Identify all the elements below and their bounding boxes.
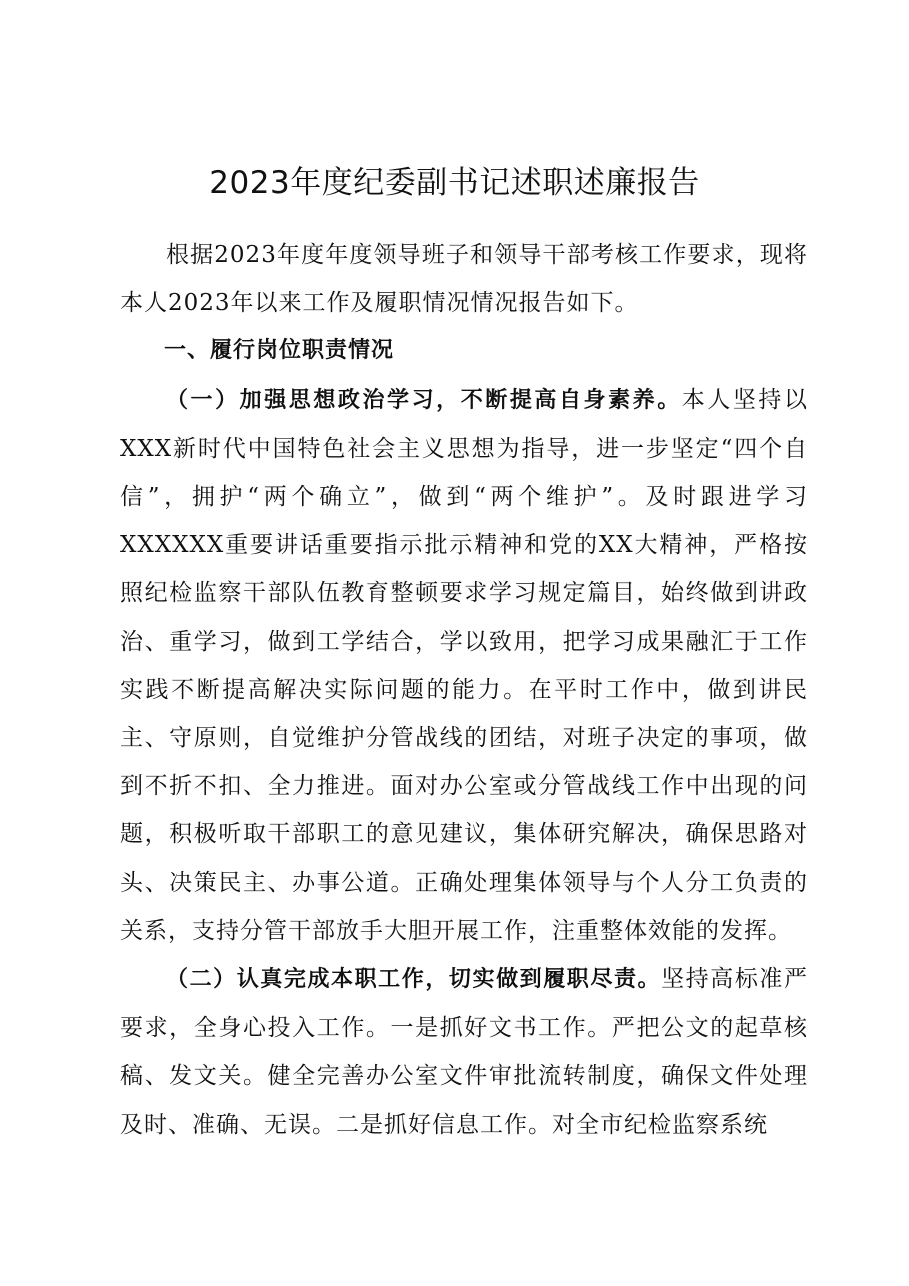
- paragraph-text: 本人坚持以XXX新时代中国特色社会主义思想为指导，进一步坚定“四个自信”，拥护“两个确立”，做到“两个维护”。及时跟进学习XXXXXX重要讲话重要指示批示精神和党的XX大精神，严格按照纪检监察干部队伍教育整顿要求学习规定篇目，始终做到讲政治、重学习，做到工学结合，学以致用，把学习成果融汇于工作实践不断提高解决实际问题的能力。在平时工作中，做到讲民主、守原则，自觉维护分管战线的团结，对班子决定的事项，做到不折不扣、全力推进。面对办公室或分管战线工作中出现的问题，积极听取干部职工的意见建议，集体研究解决，确保思路对头、决策民主、办事公道。正确处理集体领导与个人分工负责的关系，支持分管干部放手大胆开展工作，注重整体效能的发挥。: [120, 386, 808, 944]
- paragraph-lead: （一）加强思想政治学习，不断提高自身素养。: [166, 387, 682, 413]
- paragraph-item-2: [120, 955, 808, 1149]
- intro-paragraph: 根据2023年度年度领导班子和领导干部考核工作要求，现将本人2023年以来工作及履职情况情况报告如下。: [120, 242, 808, 317]
- document-title: 2023年度纪委副书记述职述廉报告: [209, 165, 700, 201]
- document-body: [120, 231, 808, 1149]
- paragraph-lead: （二）认真完成本职工作，切实做到履职尽责。: [166, 967, 662, 993]
- section-heading: 一、履行岗位职责情况: [164, 338, 395, 364]
- paragraph-text: 坚持高标准严要求，全身心投入工作。一是抓好文书工作。严把公文的起草核稿、发文关。健全完善办公室文件审批流转制度，确保文件处理及时、准确、无误。二是抓好信息工作。对全市纪检监察系统: [120, 966, 808, 1138]
- paragraph-item-1: [120, 376, 808, 955]
